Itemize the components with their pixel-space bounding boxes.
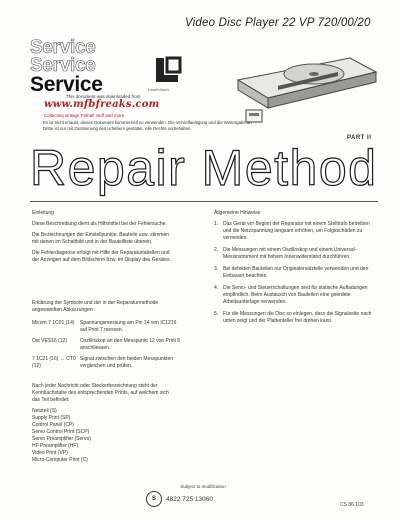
main-title: Repair Method <box>30 140 378 196</box>
intro-paragraph-2: Die Bezeichnungen der Einstellpunkte, Bauteile usw. stimmen mit denen im Schaltbild und in der Bauteilliste überein. <box>32 232 170 245</box>
footer-company: Subject to modification <box>180 484 226 489</box>
list-item <box>214 247 379 261</box>
board-item: Video Print (VP) <box>32 450 68 456</box>
logo-caption: LaserVision <box>148 87 169 92</box>
intro-paragraph-1: Diese Beschreibung dient als Hilfsmittel bei der Fehlersuche. <box>32 221 167 227</box>
list-item <box>214 311 379 325</box>
service-heading: Service <box>30 73 103 96</box>
item-number: 1. <box>214 221 219 227</box>
part-label: PART II <box>347 135 372 141</box>
item-text: Bei defekten Bauteilen nur Originalersatzteile verwenden und den Einbauort beachten. <box>223 266 369 279</box>
symbol-value: Spannungsmessung am Pin 14 von IC1216 auf Print 7 messen. <box>80 320 177 333</box>
download-note: This document was downloaded from <box>66 94 141 99</box>
board-item: Netzteil (S) <box>32 408 57 414</box>
symbol-value: Signal zwischen den beiden Messpunkten vergleichen und prüfen. <box>80 356 174 369</box>
item-text: Die Messungen mit einem Oszilloskop und einem Universal-Messinstrument mit hohem Innenwiderstand durchführen. <box>223 247 357 260</box>
service-outline-2: Service <box>30 55 96 76</box>
intro-paragraph-3: Die Fehlerdiagnose erfolgt mit Hilfe der Reparaturtabellen und der Anzeigen auf dem Bildschirm bzw. im Display des Gerätes. <box>32 250 171 263</box>
item-number: 3. <box>214 266 219 272</box>
item-text: Für die Messungen die Disc so einlegen, dass die Signalseite nach unten zeigt und der Plattenteller frei drehen kann. <box>223 311 372 324</box>
footer-stamp <box>146 484 246 507</box>
copyright-notice: Es ist nicht erlaubt, dieses Dokument kommerziell zu verwenden. Die Vervielfaeltigung und die Weitergabe an Dritte ist nur mit Zustimmung des Urhebers gestattet. Alle Rechte vorbehalten. <box>43 120 252 131</box>
general-notes-list <box>214 221 379 325</box>
item-number: 2. <box>214 247 219 253</box>
list-item <box>214 266 379 280</box>
symbol-row <box>32 320 182 333</box>
board-item: Supply Print (SP) <box>32 415 71 421</box>
item-number: 5. <box>214 311 219 317</box>
list-item <box>214 285 379 306</box>
item-number: 4. <box>214 285 219 291</box>
page-code: CS 86 103 <box>340 502 364 508</box>
symbol-key: Ost VES16 (12) <box>32 338 68 344</box>
symbols-heading: Erklärung der Symbole und der in der Reparaturmethode angewandten Abkürzungen <box>32 300 159 313</box>
model-title: Video Disc Player 22 VP 720/00/20 <box>185 17 371 29</box>
general-notes-section <box>214 210 379 330</box>
board-item: Micro-Computer Print (C) <box>32 457 88 463</box>
intro-section <box>32 210 177 268</box>
title-divider <box>30 201 378 202</box>
item-text: Die Servo- und Steuerschaltungen sind für statische Aufladungen empfindlich. Beim Austausch von Bauteilen eine geerdete Arbeitsunterlage verwenden. <box>223 285 368 305</box>
footer-code: 4822 725 13060 <box>166 495 213 503</box>
symbol-row <box>32 338 182 351</box>
symbol-value: Oszilloskop an den Messpunkt 12 von Print 5 anschliessen. <box>80 338 181 351</box>
item-text: Das Gerät vor Beginn der Reparatur mit einem Stelltrafo betreiben und die Netzspannung langsam erhöhen, um Folgeschäden zu vermeiden. <box>223 221 370 241</box>
boards-intro: Nach jeder Nachricht oder Steckerbezeichnung steht der Kennbuchstabe des entsprechenden Prints, auf welchem sich das Teil befindet: <box>32 383 169 403</box>
stamp-circle-icon: S <box>146 491 162 507</box>
symbol-key: Micom 7 1C01 (14) <box>32 320 75 326</box>
source-url[interactable]: www.mfbfreaks.com <box>44 99 160 110</box>
service-outline-1: Service <box>30 37 96 58</box>
collector-note: Collecting vintage Pinball stuff and more <box>44 113 125 118</box>
symbol-key: 7 1C21 (16) ↔ CT0 (12) <box>32 356 76 369</box>
intro-heading: Einleitung <box>32 210 54 216</box>
symbols-table <box>32 320 182 374</box>
board-item: Control Panel (CP) <box>32 422 74 428</box>
list-item <box>214 221 379 242</box>
laservision-logo-icon <box>152 55 184 85</box>
boards-section <box>32 383 177 464</box>
board-item: HF Preamplifier (HF) <box>32 443 79 449</box>
board-item: Servo Preamplifier (Servo) <box>32 436 91 442</box>
disc-player-image <box>234 42 380 128</box>
symbol-row <box>32 356 182 369</box>
board-item: Servo Control Print (SCP) <box>32 429 90 435</box>
general-notes-heading: Allgemeine Hinweise <box>214 210 261 216</box>
